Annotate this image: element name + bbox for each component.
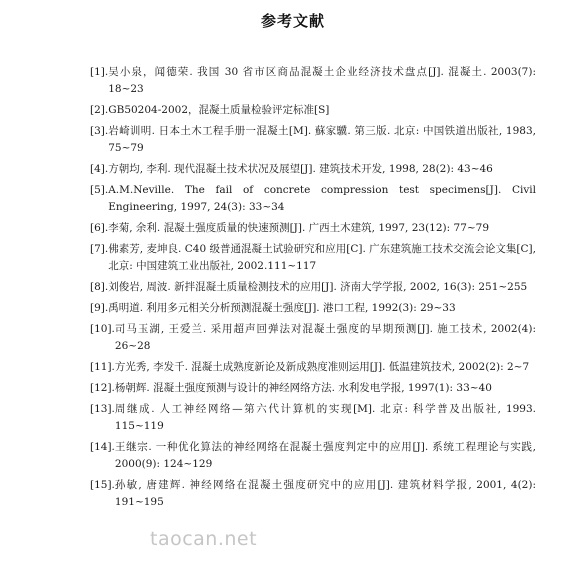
reference-item <box>90 220 536 237</box>
reference-number: [3]. <box>90 125 109 137</box>
reference-text: 李菊, 余利. 混凝土强度质量的快速预测[J]. 广西土木建筑, 1997, 23(12): 77~79 <box>108 222 490 234</box>
reference-text: 佛素芳, 麦坤良. C40 级普通混凝土试验研究和应用[C]. 广东建筑施工技术交流会论文集[C], 北京: 中国建筑工业出版社, 2002.111~117 <box>108 243 536 272</box>
reference-item <box>90 477 536 511</box>
reference-text: 方光秀, 李发千. 混凝土成熟度新论及新成熟度准则运用[J]. 低温建筑技术, 2002(2): 2~7 <box>114 361 530 373</box>
reference-number: [1]. <box>90 66 109 78</box>
reference-text: A.M.Neville. The fail of concrete compression test specimens[J]. Civil Engineering, 1997, 24(3): 33~34 <box>108 184 536 213</box>
reference-number: [8]. <box>90 281 109 293</box>
reference-item <box>90 102 536 119</box>
page-title: 参考文献 <box>260 12 325 30</box>
reference-number: [11]. <box>90 361 115 373</box>
reference-number: [10]. <box>90 323 115 335</box>
reference-number: [7]. <box>90 243 109 255</box>
reference-text: GB50204-2002，混凝土质量检验评定标准[S] <box>108 104 330 116</box>
reference-text: 周继成. 人工神经网络—第六代计算机的实现[M]. 北京: 科学普及出版社, 1993. 115~119 <box>114 403 536 432</box>
reference-item <box>90 161 536 178</box>
reference-text: 吴小泉，闻德荣. 我国 30 省市区商品混凝土企业经济技术盘点[J]. 混凝土. 2003(7): 18~23 <box>108 66 536 95</box>
watermark: taocan.net <box>150 528 258 550</box>
reference-number: [13]. <box>90 403 115 415</box>
reference-text: 岩崎训明. 日本土木工程手册一混凝土[M]. 蘇家驥. 第三版. 北京: 中国铁道出版社, 1983, 75~79 <box>108 125 536 154</box>
reference-item <box>90 279 536 296</box>
reference-number: [2]. <box>90 104 109 116</box>
reference-number: [9]. <box>90 302 109 314</box>
reference-number: [15]. <box>90 479 115 491</box>
reference-item <box>90 182 536 216</box>
reference-text: 王继宗. 一种优化算法的神经网络在混凝土强度判定中的应用[J]. 系统工程理论与实践, 2000(9): 124~129 <box>114 441 536 470</box>
reference-text: 刘俊岩, 周波. 新拌混凝土质量检测技术的应用[J]. 济南大学学报, 2002, 16(3): 251~255 <box>108 281 528 293</box>
reference-item <box>90 300 536 317</box>
reference-text: 司马玉湖, 王爱兰. 采用超声回弹法对混凝土强度的早期预测[J]. 施工技术, 2002(4): 26~28 <box>114 323 536 352</box>
reference-text: 孙敏, 唐建辉. 神经网络在混凝土强度研究中的应用[J]. 建筑材料学报, 2001, 4(2): 191~195 <box>114 479 536 508</box>
reference-item <box>90 439 536 473</box>
reference-number: [14]. <box>90 441 115 453</box>
reference-text: 杨朝辉. 混凝土强度预测与设计的神经网络方法. 水利发电学报, 1997(1): 33~40 <box>114 382 492 394</box>
reference-text: 方朝均, 李利. 现代混凝土技术状况及展望[J]. 建筑技术开发, 1998, 28(2): 43~46 <box>108 163 493 175</box>
reference-item <box>90 321 536 355</box>
reference-list <box>90 64 536 515</box>
reference-item <box>90 359 536 376</box>
reference-item <box>90 123 536 157</box>
reference-item <box>90 241 536 275</box>
reference-number: [5]. <box>90 184 109 196</box>
reference-number: [12]. <box>90 382 115 394</box>
reference-item <box>90 401 536 435</box>
reference-item <box>90 64 536 98</box>
reference-number: [4]. <box>90 163 109 175</box>
reference-item <box>90 380 536 397</box>
reference-number: [6]. <box>90 222 109 234</box>
reference-text: 禹明道. 利用多元相关分析预测混凝土强度[J]. 港口工程, 1992(3): 29~33 <box>108 302 456 314</box>
